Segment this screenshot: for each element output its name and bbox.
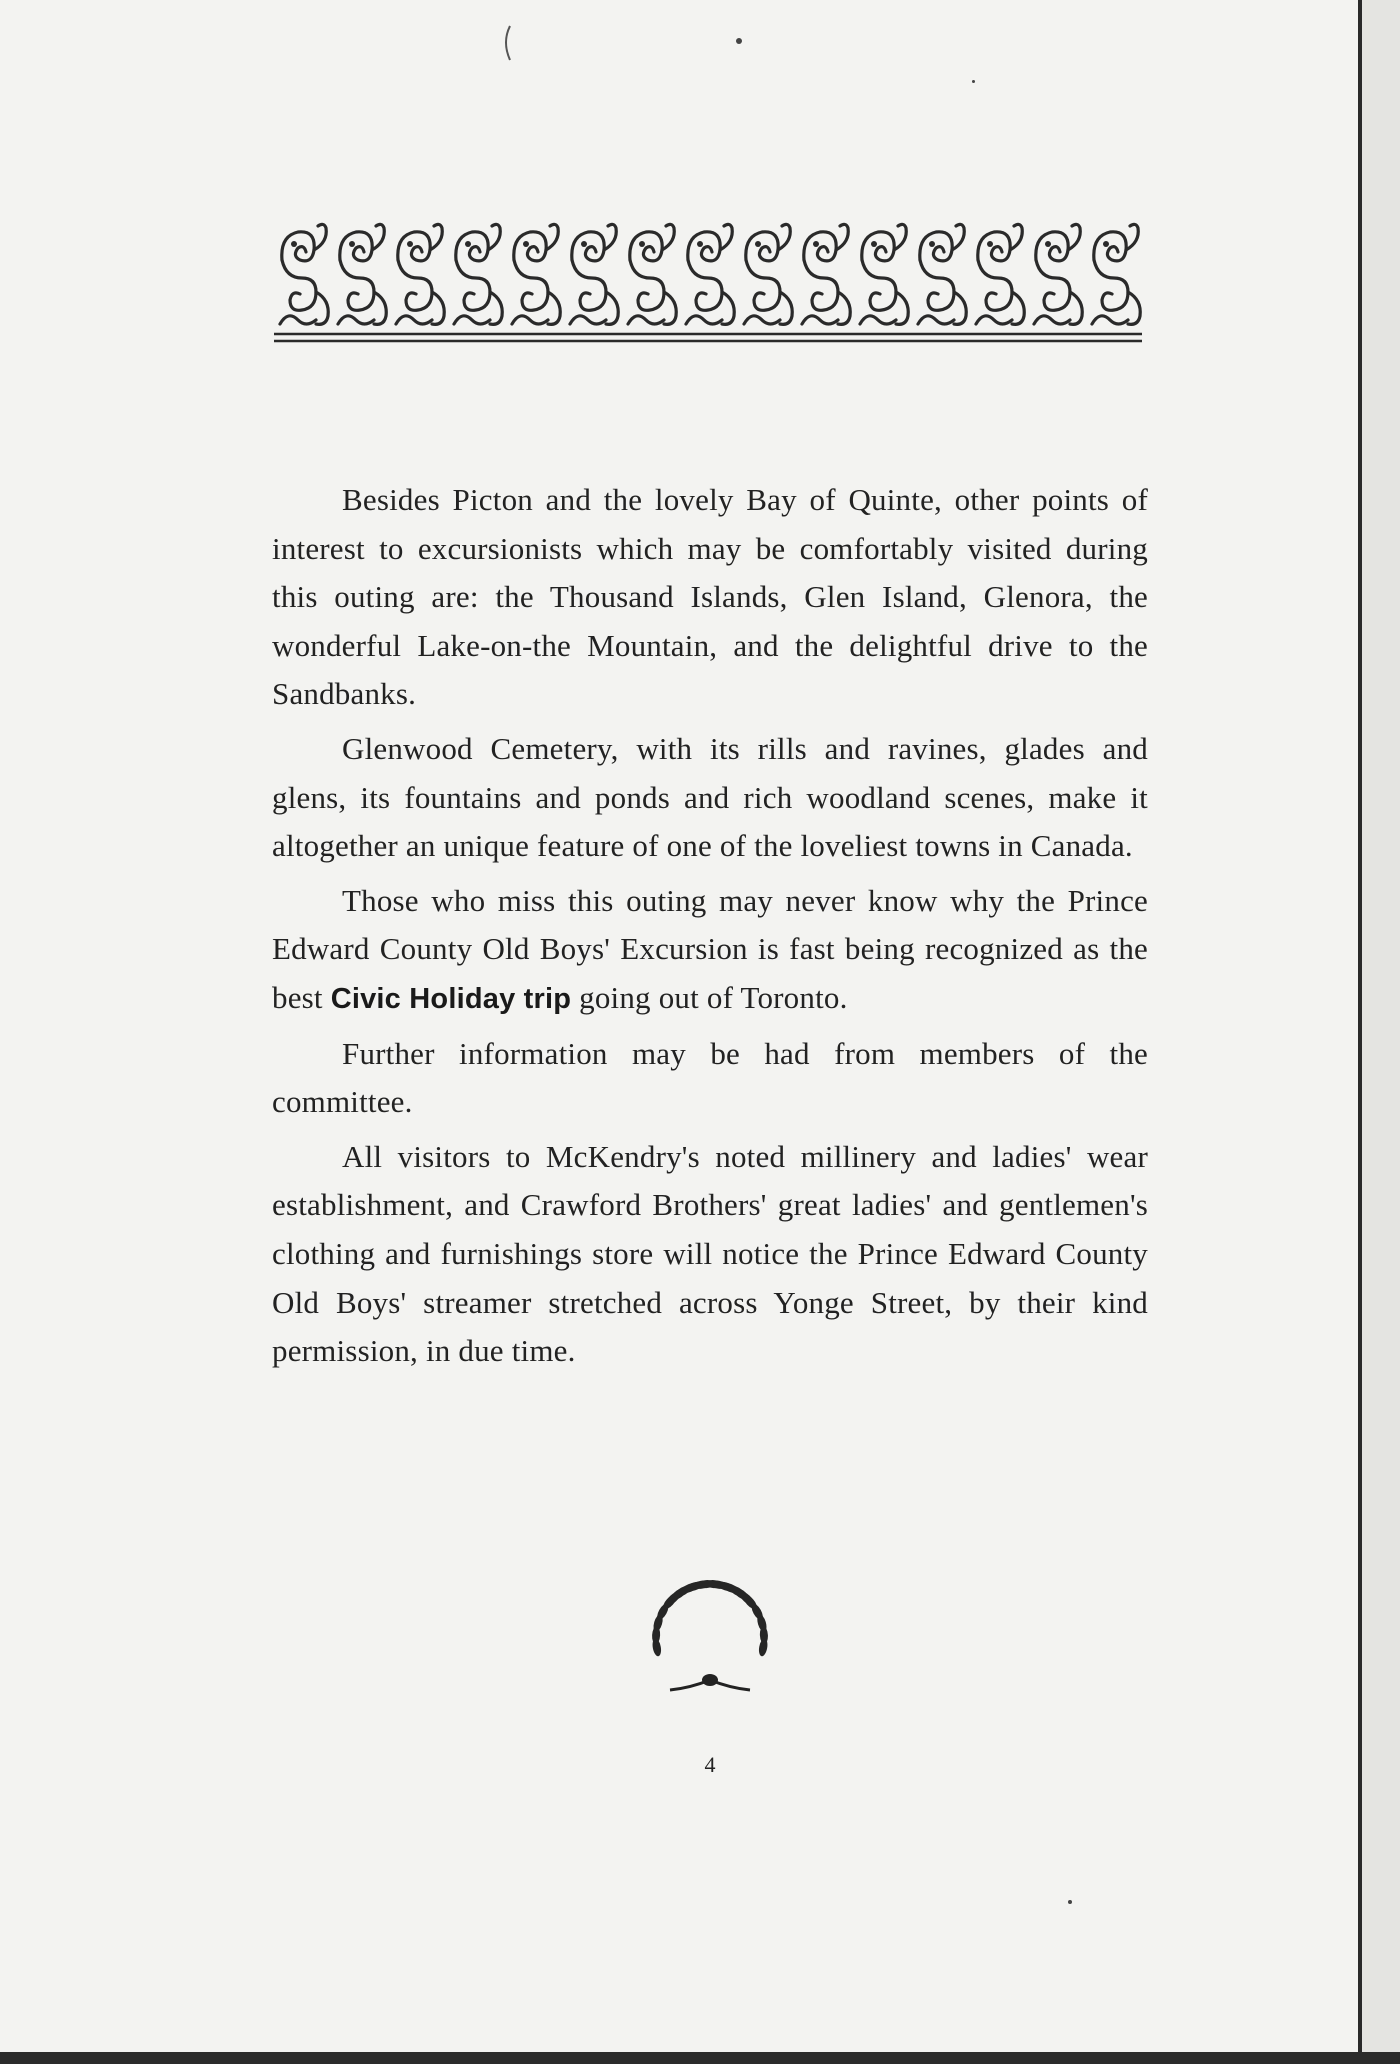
paragraph: All visitors to McKendry's noted millinery and ladies' wear establishment, and Crawford Brothers' great ladies' and gentlemen's clothing and furnishings store will notice the Prince Edward County Old Boys' streamer stretched across Yonge Street, by their kind permission, in due time. [272,1138,1148,1369]
paper-speck [972,80,975,83]
paragraph: Glenwood Cemetery, with its rills and ravines, glades and glens, its fountains and ponds and rich woodland scenes, make it altogether an unique feature of one of the loveliest towns in Canada. [272,730,1148,864]
paragraph [272,877,1148,1024]
laurel-wreath-ornament [630,1552,790,1712]
pencil-mark [500,24,516,64]
paragraph: Besides Picton and the lovely Bay of Quinte, other points of interest to excursionists which may be comfortably visited during this outing are: the Thousand Islands, Glen Island, Glenora, the wonderful Lake-on-the Mountain, and the delightful drive to the Sandbanks. [272,482,1148,712]
scroll-border-ornament [270,220,1146,350]
paragraph: Further information may be had from members of the committee. [272,1035,1148,1120]
emphasized-text: Civic Holiday trip [330,982,572,1015]
body-text [272,476,1148,1382]
page-fold-line [1358,0,1362,2064]
page-number: 4 [704,1752,716,1777]
adjacent-page-edge [1362,0,1400,2064]
text-run: Those who miss this outing may never know why the Prince Edward County Old Boys' Excursion is fast being recognized as the best [272,882,1148,1015]
scan-bottom-edge [0,2052,1400,2064]
paper-speck [736,38,742,44]
text-run: going out of Toronto. [571,979,848,1015]
paper-speck [1068,1900,1072,1904]
